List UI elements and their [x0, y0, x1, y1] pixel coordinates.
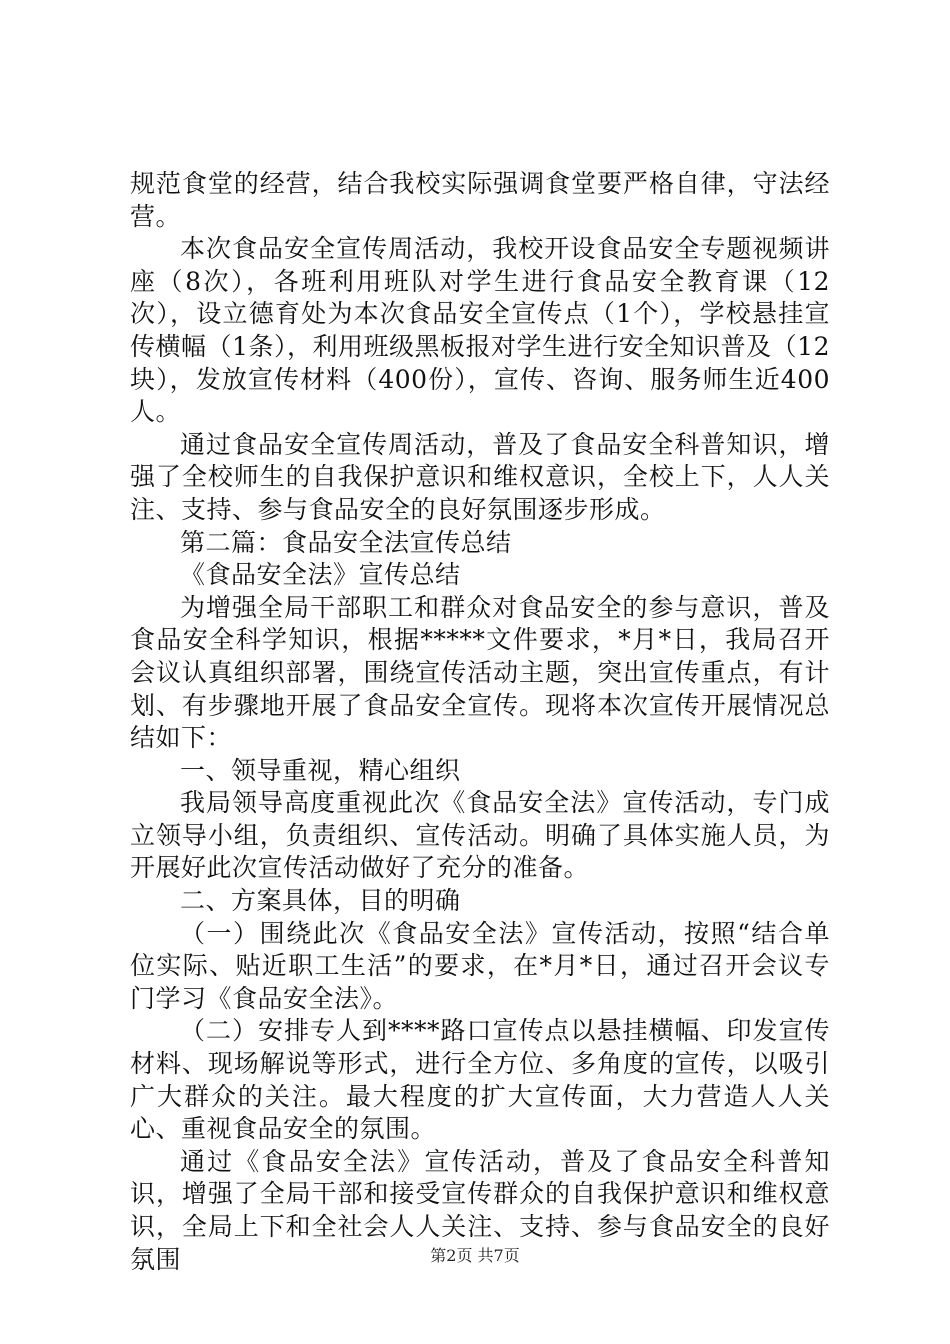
subheading-2: 二、方案具体，目的明确 [180, 886, 461, 916]
section-title: 《食品安全法》宣传总结 [180, 560, 461, 590]
paragraph-1: 规范食堂的经营，结合我校实际强调食堂要严格自律，守法经营。 [130, 169, 830, 231]
paragraph-8: 我局领导高度重视此次《食品安全法》宣传活动，专门成立领导小组，负责组织、宣传活动。明确了具体实施人员，为开展好此次宣传活动做好了充分的准备。 [130, 788, 830, 883]
page-number-footer: 第2页 共7页 [430, 1246, 520, 1265]
paragraph-2: 本次食品安全宣传周活动，我校开设食品安全专题视频讲座（8次），各班利用班队对学生进行食品安全教育课（12次），设立德育处为本次食品安全宣传点（1个），学校悬挂宣传横幅（1条），利用班级黑板报对学生进行安全知识普及（12块），发放宣传材料（400份），宣传、咨询、服务师生近400人。 [130, 234, 830, 427]
paragraph-11: （二）安排专人到****路口宣传点以悬挂横幅、印发宣传材料、现场解说等形式，进行全方位、多角度的宣传，以吸引广大群众的关注。最大程度的扩大宣传面，大力营造人人关心、重视食品安全的氛围。 [130, 1016, 830, 1144]
paragraph-10: （一）围绕此次《食品安全法》宣传活动，按照“结合单位实际、贴近职工生活”的要求，在*月*日，通过召开会议专门学习《食品安全法》。 [130, 918, 830, 1013]
paragraph-3: 通过食品安全宣传周活动，普及了食品安全科普知识，增强了全校师生的自我保护意识和维权意识，全校上下，人人关注、支持、参与食品安全的良好氛围逐步形成。 [130, 429, 830, 524]
chapter-heading: 第二篇：食品安全法宣传总结 [180, 527, 512, 557]
document-body [130, 168, 830, 1276]
paragraph-12: 通过《食品安全法》宣传活动，普及了食品安全科普知识，增强了全局干部和接受宣传群众的自我保护意识和维权意识，全局上下和全社会人人关注、支持、参与食品安全的良好氛围 [130, 1146, 830, 1274]
paragraph-6: 为增强全局干部职工和群众对食品安全的参与意识，普及食品安全科学知识，根据*****文件要求，*月*日，我局召开会议认真组织部署，围绕宣传活动主题，突出宣传重点，有计划、有步骤地开展了食品安全宣传。现将本次宣传开展情况总结如下： [130, 592, 830, 753]
subheading-1: 一、领导重视，精心组织 [180, 755, 461, 785]
